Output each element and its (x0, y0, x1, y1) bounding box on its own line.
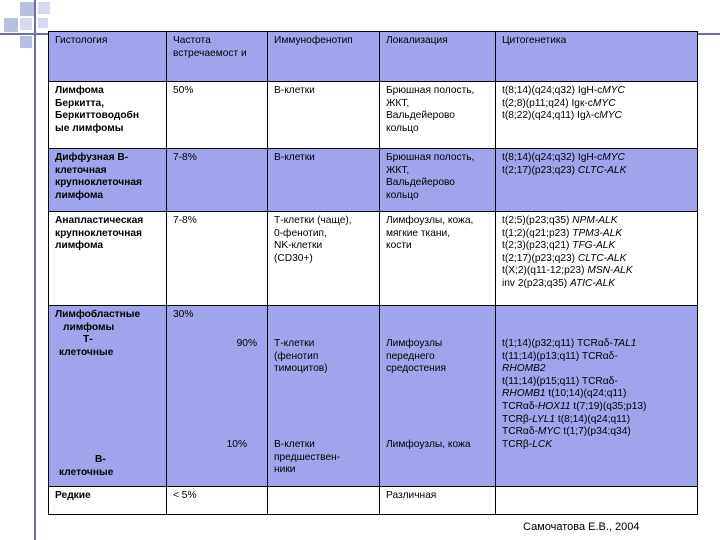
localization-cell: Различная (380, 487, 496, 515)
histology-cell: Лимфома Беркитта, Беркиттоводобн ые лимфомы (49, 82, 167, 149)
header-histology: Гистология (49, 32, 167, 82)
header-frequency: Частота встречаемост и (167, 32, 268, 82)
localization-cell: Лимфоузлы переднего средостения Лимфоузлы, кожа (380, 306, 496, 487)
frequency-cell: 7-8% (167, 212, 268, 306)
header-localization: Локализация (380, 32, 496, 82)
table-row (49, 82, 698, 149)
immunophenotype-cell: В-клетки (268, 82, 380, 149)
table-header-row (49, 32, 698, 82)
lymphoma-table (48, 31, 698, 515)
cytogenetics-cell: t(1;14)(p32;q11) TCRαδ-TAL1 t(11;14)(p13;q11) TCRαδ- RHOMB2 t(11;14)(p15;q11) TCRαδ- RHOMB1 t(10;14)(q24;q11) TCRαδ-HOX11 t(7;19)(q35;p13) TCRβ-LYL1 t(8;14)(q24;q11) TCRαδ-MYC t(1;7)(p34;q34) TCRβ-LCK (496, 306, 698, 487)
localization-cell: Брюшная полость, ЖКТ, Вальдейерово кольцо (380, 149, 496, 212)
frequency-cell: < 5% (167, 487, 268, 515)
table-row (49, 149, 698, 212)
cytogenetics-cell (496, 487, 698, 515)
histology-cell: Анапластическая крупноклеточная лимфома (49, 212, 167, 306)
immunophenotype-cell: В-клетки (268, 149, 380, 212)
table-row (49, 487, 698, 515)
immunophenotype-cell (268, 487, 380, 515)
cytogenetics-cell: t(2;5)(p23;q35) NPM-ALK t(1;2)(q21;p23) TPM3-ALK t(2;3)(p23;q21) TFG-ALK t(2;17)(p23;q23) CLTC-ALK t(X;2)(q11-12;p23) MSN-ALK inv 2(p23;q35) ATIC-ALK (496, 212, 698, 306)
cytogenetics-cell: t(8;14)(q24;q32) IgH-cMYC t(2;17)(p23;q23) CLTC-ALK (496, 149, 698, 212)
header-immunophenotype: Иммунофенотип (268, 32, 380, 82)
header-cytogenetics: Цитогенетика (496, 32, 698, 82)
frequency-cell: 30% 90% 10% (167, 306, 268, 487)
histology-cell: Лимфобластные лимфомы Т- клеточные В- клеточные (49, 306, 167, 487)
localization-cell: Брюшная полость, ЖКТ, Вальдейерово кольцо (380, 82, 496, 149)
table-row (49, 306, 698, 487)
localization-cell: Лимфоузлы, кожа, мягкие ткани, кости (380, 212, 496, 306)
cytogenetics-cell: t(8;14)(q24;q32) IgH-cMYC t(2;8)(p11;q24) Igк-cMYC t(8;22)(q24;q11) Igλ-cMYC (496, 82, 698, 149)
immunophenotype-cell: Т-клетки (фенотип тимоцитов) В-клетки предшествен- ники (268, 306, 380, 487)
table-row (49, 212, 698, 306)
histology-cell: Диффузная В- клеточная крупноклеточная лимфома (49, 149, 167, 212)
frequency-cell: 50% (167, 82, 268, 149)
frequency-cell: 7-8% (167, 149, 268, 212)
immunophenotype-cell: Т-клетки (чаще), 0-фенотип, NK-клетки (CD30+) (268, 212, 380, 306)
histology-cell: Редкие (49, 487, 167, 515)
source-credit: Самочатова Е.В., 2004 (523, 521, 640, 533)
